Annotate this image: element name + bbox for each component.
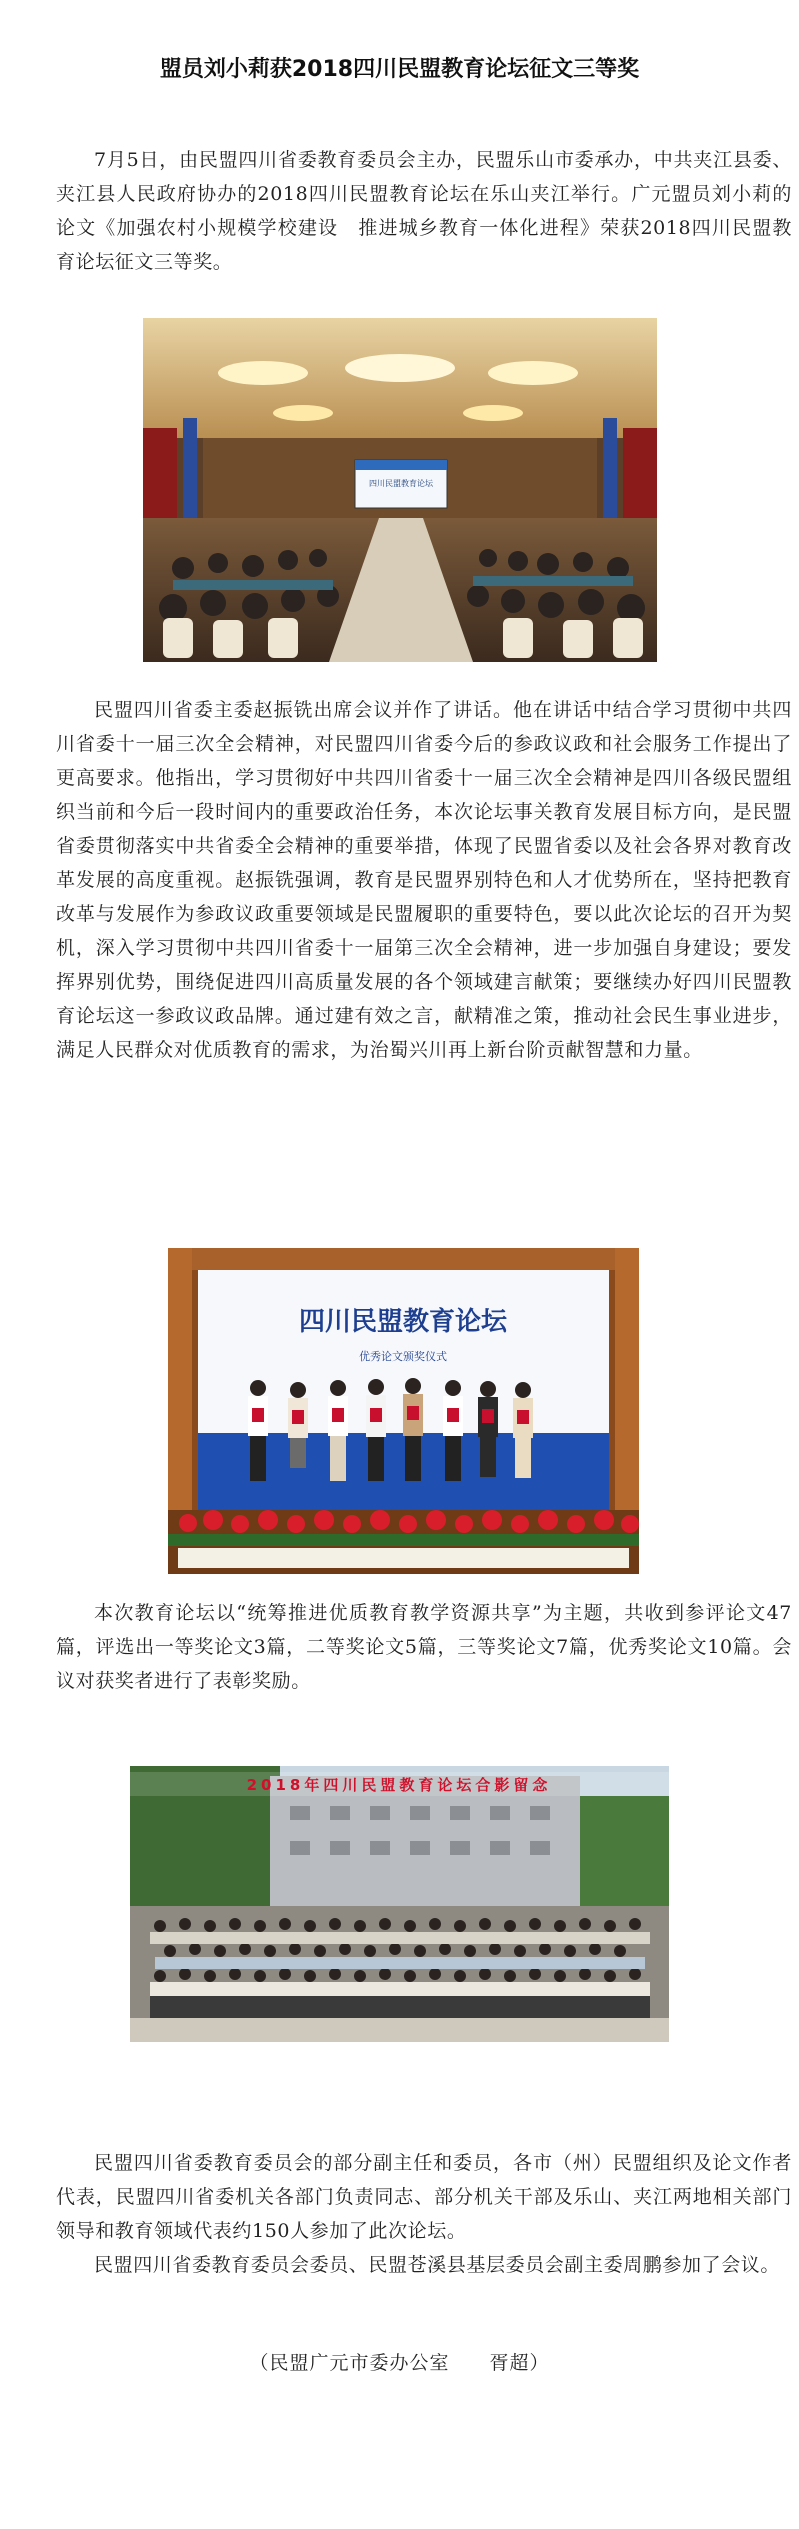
group-banner-text: 2018年四川民盟教育论坛合影留念 bbox=[246, 1776, 552, 1794]
conference-hall-photo bbox=[143, 318, 657, 662]
article-signature: （民盟广元市委办公室 胥超） bbox=[249, 2352, 550, 2374]
paragraph-awards: 本次教育论坛以“统筹推进优质教育教学资源共享”为主题，共收到参评论文47篇，评选出一等奖论文3篇，二等奖论文5篇，三等奖论文7篇，优秀奖论文10篇。会议对获奖者进行了表彰奖励。 bbox=[56, 1602, 792, 1692]
group-photo bbox=[130, 1766, 669, 2042]
award-ceremony-photo bbox=[168, 1248, 639, 1574]
paragraph-speech: 民盟四川省委主委赵振铣出席会议并作了讲话。他在讲话中结合学习贯彻中共四川省委十一届三次全会精神，对民盟四川省委今后的参政议政和社会服务工作提出了更高要求。他指出，学习贯彻好中共四川省委十一届三次全会精神是四川各级民盟组织当前和今后一段时间内的重要政治任务，本次论坛事关教育发展目标方向，是民盟省委贯彻落实中共省委全会精神的重要举措，体现了民盟省委以及社会各界对教育改革发展的高度重视。赵振铣强调，教育是民盟界别特色和人才优势所在，坚持把教育改革与发展作为参政议政重要领域是民盟履职的重要特色，要以此次论坛的召开为契机，深入学习贯彻中共四川省委十一届第三次全会精神，进一步加强自身建设；要发挥界别优势，围绕促进四川高质量发展的各个领域建言献策；要继续办好四川民盟教育论坛这一参政议政品牌。通过建有效之言，献精准之策，推动社会民生事业进步，满足人民群众对优质教育的需求，为治蜀兴川再上新台阶贡献智慧和力量。 bbox=[56, 699, 792, 1061]
stage-banner-subtitle: 优秀论文颁奖仪式 bbox=[359, 1350, 447, 1363]
paragraph-attendees: 民盟四川省委教育委员会的部分副主任和委员，各市（州）民盟组织及论文作者代表，民盟四川省委机关各部门负责同志、部分机关干部及乐山、夹江两地相关部门领导和教育领域代表约150人参加了此次论坛。 bbox=[56, 2152, 792, 2242]
conference-screen-text: 四川民盟教育论坛 bbox=[369, 479, 433, 488]
paragraph-intro: 7月5日，由民盟四川省委教育委员会主办，民盟乐山市委承办，中共夹江县委、夹江县人民政府协办的2018四川民盟教育论坛在乐山夹江举行。广元盟员刘小莉的论文《加强农村小规模学校建设 推进城乡教育一体化进程》荣获2018四川民盟教育论坛征文三等奖。 bbox=[56, 149, 792, 273]
article-title: 盟员刘小莉获2018四川民盟教育论坛征文三等奖 bbox=[159, 57, 640, 82]
stage-banner-title: 四川民盟教育论坛 bbox=[298, 1307, 508, 1337]
paragraph-zhoupeng: 民盟四川省委教育委员会委员、民盟苍溪县基层委员会副主委周鹏参加了会议。 bbox=[94, 2254, 781, 2276]
